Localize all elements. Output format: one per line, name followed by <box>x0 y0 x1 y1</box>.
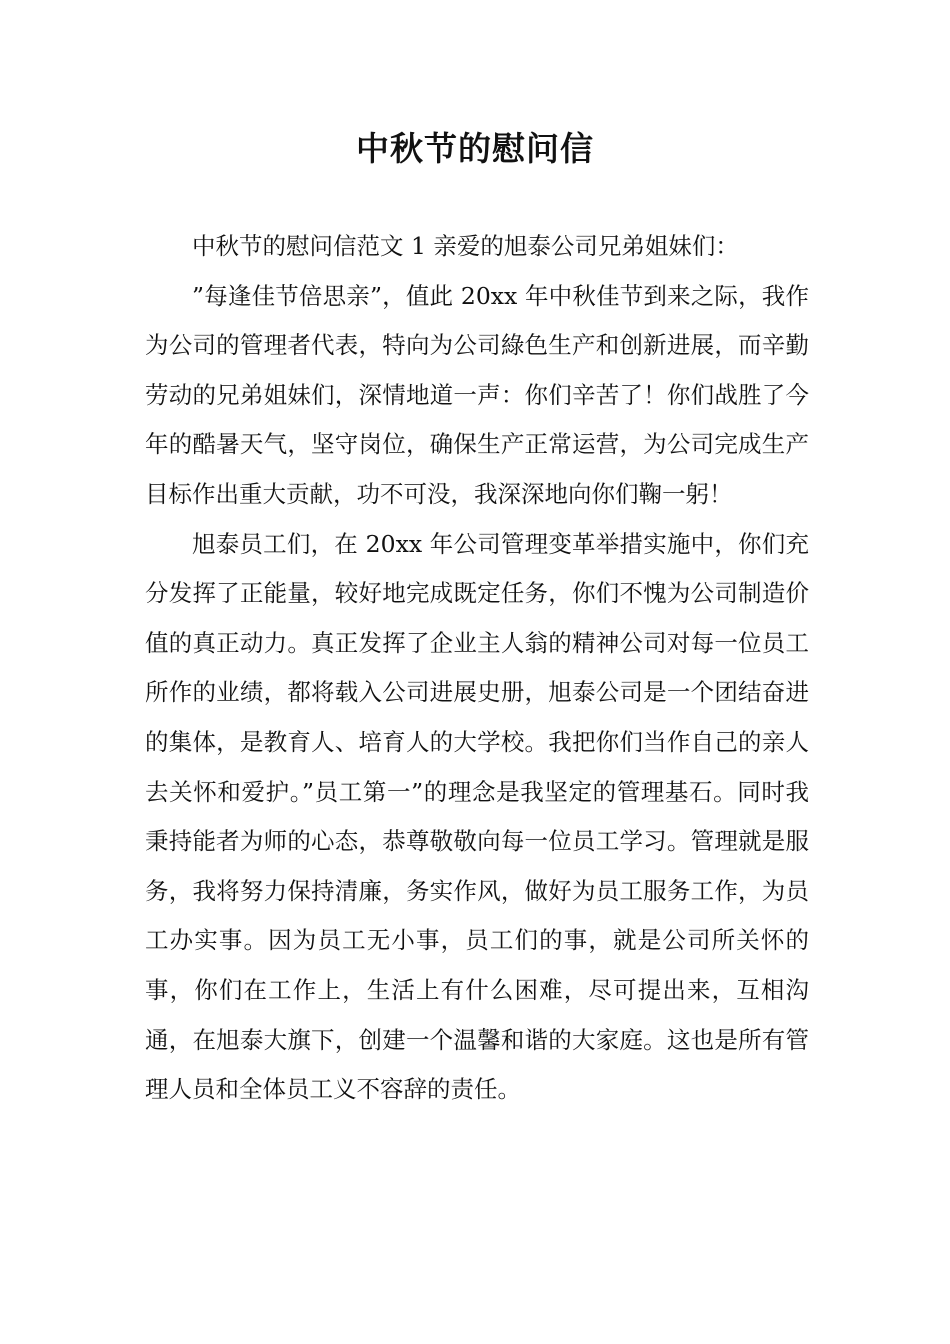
document-body <box>145 222 809 1115</box>
body-paragraph: 旭泰员工们，在 20xx 年公司管理变革举措实施中，你们充分发挥了正能量，较好地完成既定任务，你们不愧为公司制造价值的真正动力。真正发挥了企业主人翁的精神公司对每一位员工所作的业绩，都将载入公司进展史册，旭泰公司是一个团结奋进的集体，是教育人、培育人的大学校。我把你们当作自己的亲人去关怀和爱护。”员工第一”的理念是我坚定的管理基石。同时我秉持能者为师的心态，恭尊敬敬向每一位员工学习。管理就是服务，我将努力保持清廉，务实作风，做好为员工服务工作，为员工办实事。因为员工无小事，员工们的事，就是公司所关怀的事，你们在工作上，生活上有什么困难，尽可提出来，互相沟通，在旭泰大旗下，创建一个温馨和谐的大家庭。这也是所有管理人员和全体员工义不容辞的责任。 <box>145 529 809 1104</box>
document-title: 中秋节的慰问信 <box>356 129 594 168</box>
salutation-paragraph: 中秋节的慰问信范文 1 亲爱的旭泰公司兄弟姐妹们： <box>192 232 739 260</box>
greeting-paragraph: ”每逢佳节倍思亲”，值此 20xx 年中秋佳节到来之际，我作为公司的管理者代表，特向为公司綠色生产和创新进展，而辛勤劳动的兄弟姐妹们，深情地道一声：你们辛苦了！你们战胜了今年的酷暑天气，坚守岗位，确保生产正常运营，为公司完成生产目标作出重大贡献，功不可没，我深深地向你们鞠一躬！ <box>145 281 809 508</box>
